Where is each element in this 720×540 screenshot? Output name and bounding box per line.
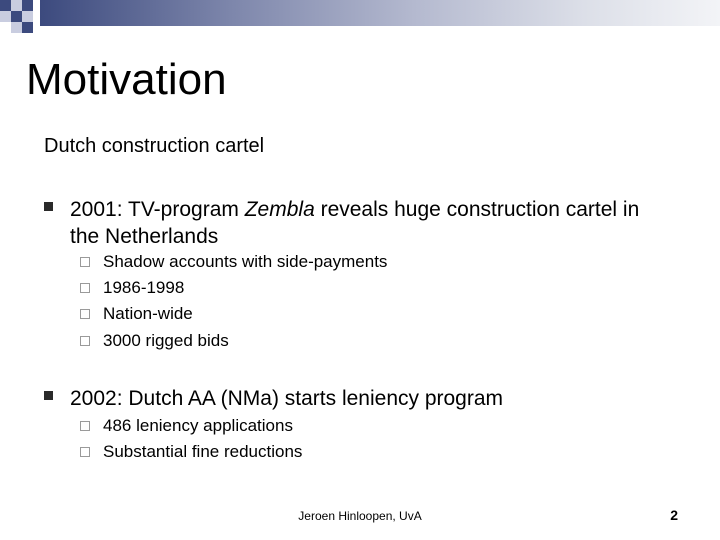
sub-bullet-text: Shadow accounts with side-payments bbox=[103, 252, 388, 271]
slide-title: Motivation bbox=[26, 55, 227, 104]
checker-square bbox=[22, 0, 33, 11]
header-decoration bbox=[0, 0, 720, 40]
emphasis-text: Zembla bbox=[244, 198, 315, 221]
sub-bullet-text: Nation-wide bbox=[103, 304, 193, 323]
sub-bullet-text: 486 leniency applications bbox=[103, 416, 293, 435]
sub-bullet-text: 1986-1998 bbox=[103, 278, 185, 297]
sub-bullet-text: Substantial fine reductions bbox=[103, 442, 303, 461]
bullet-text: 2001: TV-program Zembla reveals huge construction cartel in the Netherlands bbox=[70, 198, 640, 248]
checker-square bbox=[0, 11, 11, 22]
sub-bullet-item bbox=[80, 441, 680, 467]
checker-square bbox=[11, 11, 22, 22]
square-bullet-icon bbox=[44, 202, 53, 211]
square-bullet-icon bbox=[44, 391, 53, 400]
header-gradient-band bbox=[40, 0, 720, 26]
checkbox-bullet-icon bbox=[80, 447, 90, 457]
bullet-text: 2002: Dutch AA (NMa) starts leniency program bbox=[70, 387, 504, 410]
slide-number: 2 bbox=[670, 507, 678, 523]
sub-bullet-item bbox=[80, 330, 680, 356]
checkbox-bullet-icon bbox=[80, 257, 90, 267]
sub-bullet-item bbox=[80, 303, 680, 329]
checker-square bbox=[11, 0, 22, 11]
slide-footer: Jeroen Hinloopen, UvA bbox=[298, 509, 422, 523]
checker-square bbox=[22, 22, 33, 33]
checkbox-bullet-icon bbox=[80, 421, 90, 431]
sub-bullet-item bbox=[80, 251, 680, 277]
bullet-item bbox=[44, 196, 664, 250]
sub-bullet-item bbox=[80, 277, 680, 303]
slide-subtitle: Dutch construction cartel bbox=[44, 135, 265, 157]
checkbox-bullet-icon bbox=[80, 309, 90, 319]
bullet-item bbox=[44, 385, 664, 413]
sub-bullet-item bbox=[80, 415, 680, 441]
checker-square bbox=[11, 22, 22, 33]
checkbox-bullet-icon bbox=[80, 336, 90, 346]
checkbox-bullet-icon bbox=[80, 283, 90, 293]
sub-bullet-text: 3000 rigged bids bbox=[103, 331, 229, 350]
checker-square bbox=[0, 0, 11, 11]
checker-square bbox=[22, 11, 33, 22]
